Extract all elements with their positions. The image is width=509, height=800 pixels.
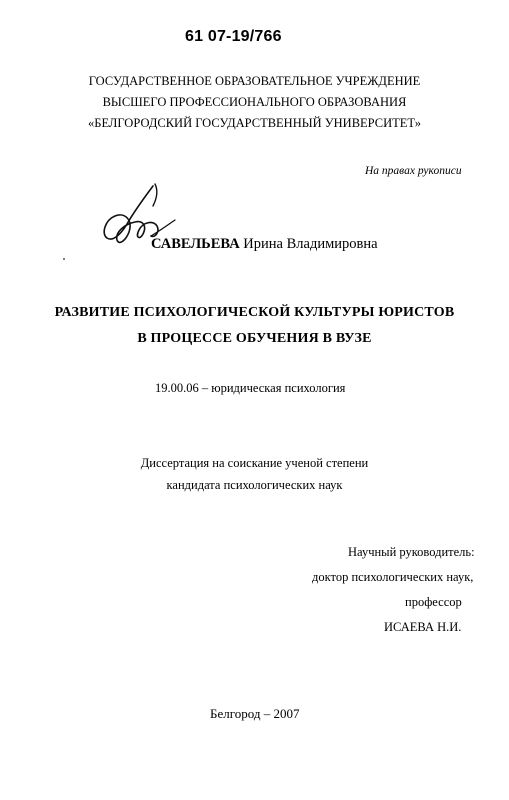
author-surname: САВЕЛЬЕВА [151,236,240,252]
manuscript-rights-note: На правах рукописи [365,165,462,177]
author-given-names: Ирина Владимировна [243,236,378,252]
supervisor-degree: доктор психологических наук, [312,570,474,584]
institution-line-2: ВЫСШЕГО ПРОФЕССИОНАЛЬНОГО ОБРАЗОВАНИЯ [102,95,407,109]
page-dot [63,258,65,260]
supervisor-label: Научный руководитель: [348,545,475,559]
specialty-code: 19.00.06 – юридическая психология [155,381,346,395]
dissertation-title-line-2: В ПРОЦЕССЕ ОБУЧЕНИЯ В ВУЗЕ [137,331,372,346]
supervisor-rank: профессор [405,595,462,609]
dissertation-title-line-1: РАЗВИТИЕ ПСИХОЛОГИЧЕСКОЙ КУЛЬТУРЫ ЮРИСТОВ [54,305,455,320]
registry-number: 61 07-19/766 [185,28,282,45]
institution-line-1: ГОСУДАРСТВЕННОЕ ОБРАЗОВАТЕЛЬНОЕ УЧРЕЖДЕНИЕ [88,74,421,88]
supervisor-name: ИСАЕВА Н.И. [384,620,462,634]
degree-statement-line-1: Диссертация на соискание ученой степени [140,456,369,470]
institution-line-3: «БЕЛГОРОДСКИЙ ГОСУДАРСТВЕННЫЙ УНИВЕРСИТЕТ» [88,116,421,130]
degree-statement-line-2: кандидата психологических наук [166,478,343,492]
city-year: Белгород – 2007 [210,706,300,721]
author-name [151,236,378,253]
